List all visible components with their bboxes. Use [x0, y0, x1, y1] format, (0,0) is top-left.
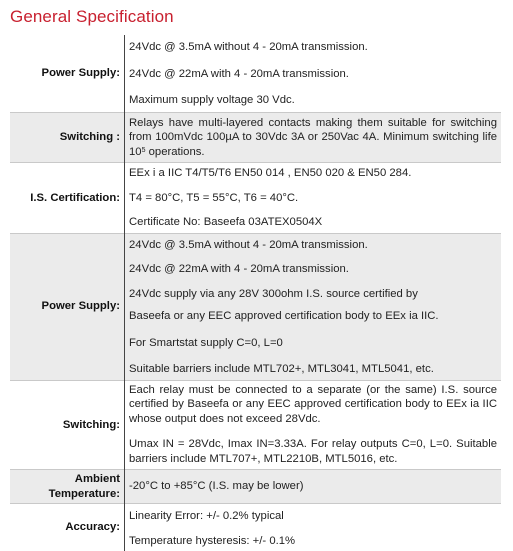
superscript: 5 — [142, 147, 146, 154]
spec-value: 24Vdc @ 3.5mA without 4 - 20mA transmission. — [125, 233, 502, 257]
spec-value: 24Vdc @ 3.5mA without 4 - 20mA transmission. — [125, 35, 502, 61]
spec-label: Power Supply: — [10, 233, 125, 380]
spec-row-switching-is — [10, 380, 501, 432]
spec-value: Temperature hysteresis: +/- 0.1% — [125, 529, 502, 551]
spec-value: Umax IN = 28Vdc, Imax IN=3.33A. For relay outputs C=0, L=0. Suitable barriers include MTL707+, MTL2210B, MTL5016, etc. — [125, 432, 502, 470]
spec-label: Switching: — [10, 380, 125, 470]
spec-value: Suitable barriers include MTL702+, MTL3041, MTL5041, etc. — [125, 356, 502, 380]
spec-label: Switching : — [10, 112, 125, 163]
spec-value: Each relay must be connected to a separate (or the same) I.S. source certified by Baseefa or any EEC approved certification body to EEx ia IIC whose output does not exceed 28Vdc. — [125, 380, 502, 432]
spec-row-is-certification — [10, 163, 501, 186]
spec-value: Certificate No: Baseefa 03ATEX0504X — [125, 210, 502, 233]
specification-table — [10, 35, 501, 551]
spec-value: 24Vdc @ 22mA with 4 - 20mA transmission. — [125, 61, 502, 88]
spec-label: Accuracy: — [10, 504, 125, 551]
spec-value: 24Vdc supply via any 28V 300ohm I.S. source certified by — [125, 282, 502, 304]
spec-value: T4 = 80°C, T5 = 55°C, T6 = 40°C. — [125, 186, 502, 211]
spec-label: Ambient Temperature: — [10, 470, 125, 504]
spec-value: Baseefa or any EEC approved certification body to EEx ia IIC. — [125, 303, 502, 330]
spec-row-power-supply-is — [10, 233, 501, 257]
spec-label: Power Supply: — [10, 35, 125, 112]
page-title: General Specification — [10, 7, 174, 27]
spec-value — [125, 112, 502, 163]
spec-value-text: Relays have multi-layered contacts making them suitable for switching from 100mVdc 100µA to 30Vdc 3A or 250Vac 4A. Minimum switching life $10^5$ operations. — [129, 117, 497, 158]
spec-value: For Smartstat supply C=0, L=0 — [125, 330, 502, 357]
spec-value: EEx i a IIC T4/T5/T6 EN50 014 , EN50 020 & EN50 284. — [125, 163, 502, 186]
spec-value: Linearity Error: +/- 0.2% typical — [125, 504, 502, 529]
spec-value: Maximum supply voltage 30 Vdc. — [125, 87, 502, 112]
spec-row-accuracy — [10, 504, 501, 529]
spec-value: -20°C to +85°C (I.S. may be lower) — [125, 470, 502, 504]
spec-value: 24Vdc @ 22mA with 4 - 20mA transmission. — [125, 257, 502, 282]
spec-row-power-supply — [10, 35, 501, 61]
spec-row-switching — [10, 112, 501, 163]
spec-row-ambient-temperature — [10, 470, 501, 504]
spec-label: I.S. Certification: — [10, 163, 125, 234]
